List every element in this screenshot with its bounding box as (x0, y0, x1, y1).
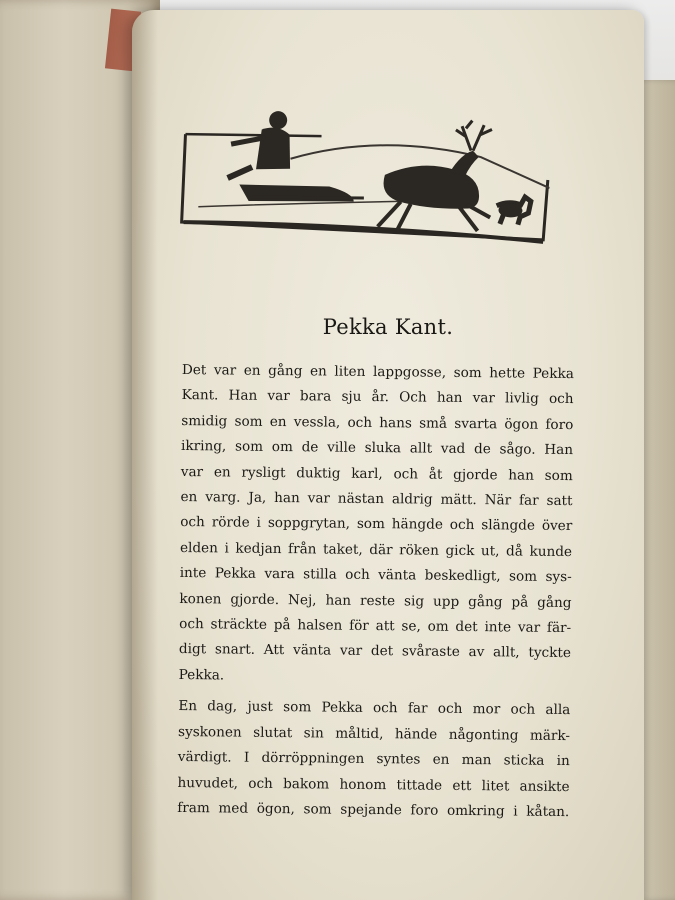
reindeer-sled-icon (177, 94, 553, 250)
text-line: huvudet, och bakom honom tittade ett litet ansikte (177, 774, 570, 795)
text-line: och sträckte på halsen för att se, om det inte var fär- (179, 616, 572, 637)
text-line: elden i kedjan från taket, där röken gick ut, då kunde (179, 539, 573, 560)
text-line: digt snart. Att vänta var det svåraste av allt, tyckte (178, 641, 572, 662)
text-line: en varg. Ja, han var nästan aldrig mätt. När far satt (180, 489, 573, 510)
text-line: inte Pekka vara stilla och vänta beskedligt, som sys- (179, 565, 572, 586)
paragraph-2 (177, 694, 570, 825)
gutter-shadow (132, 10, 158, 900)
book-page (132, 10, 644, 900)
text-line: var en rysligt duktig karl, och åt gjorde han som (180, 463, 573, 484)
text-line: konen gjorde. Nej, han reste sig upp gång på gång (179, 590, 572, 611)
text-line: ikring, som om de ville sluka allt vad de sågo. Han (180, 438, 574, 459)
text-line: fram med ögon, som spejande foro omkring i kåtan. (177, 799, 570, 820)
text-line: smidig som en vessla, och hans små svarta ögon foro (181, 412, 574, 433)
chapter-title: Pekka Kant. (322, 315, 454, 339)
text-line: syskonen slutat sin måltid, hände någonting märk- (178, 723, 571, 744)
text-line: Kant. Han var bara sju år. Och han var livlig och (181, 387, 574, 408)
text-line: och rörde i soppgrytan, som hängde och slängde över (180, 514, 573, 535)
body-text (177, 358, 574, 825)
text-line: värdigt. I dörröppningen syntes en man sticka in (177, 749, 570, 770)
text-line: En dag, just som Pekka och far och mor och alla (178, 698, 571, 719)
text-line: Pekka. (178, 666, 225, 684)
paragraph-1 (179, 358, 574, 692)
text-line: Det var en gång en liten lappgosse, som hette Pekka (181, 361, 574, 383)
